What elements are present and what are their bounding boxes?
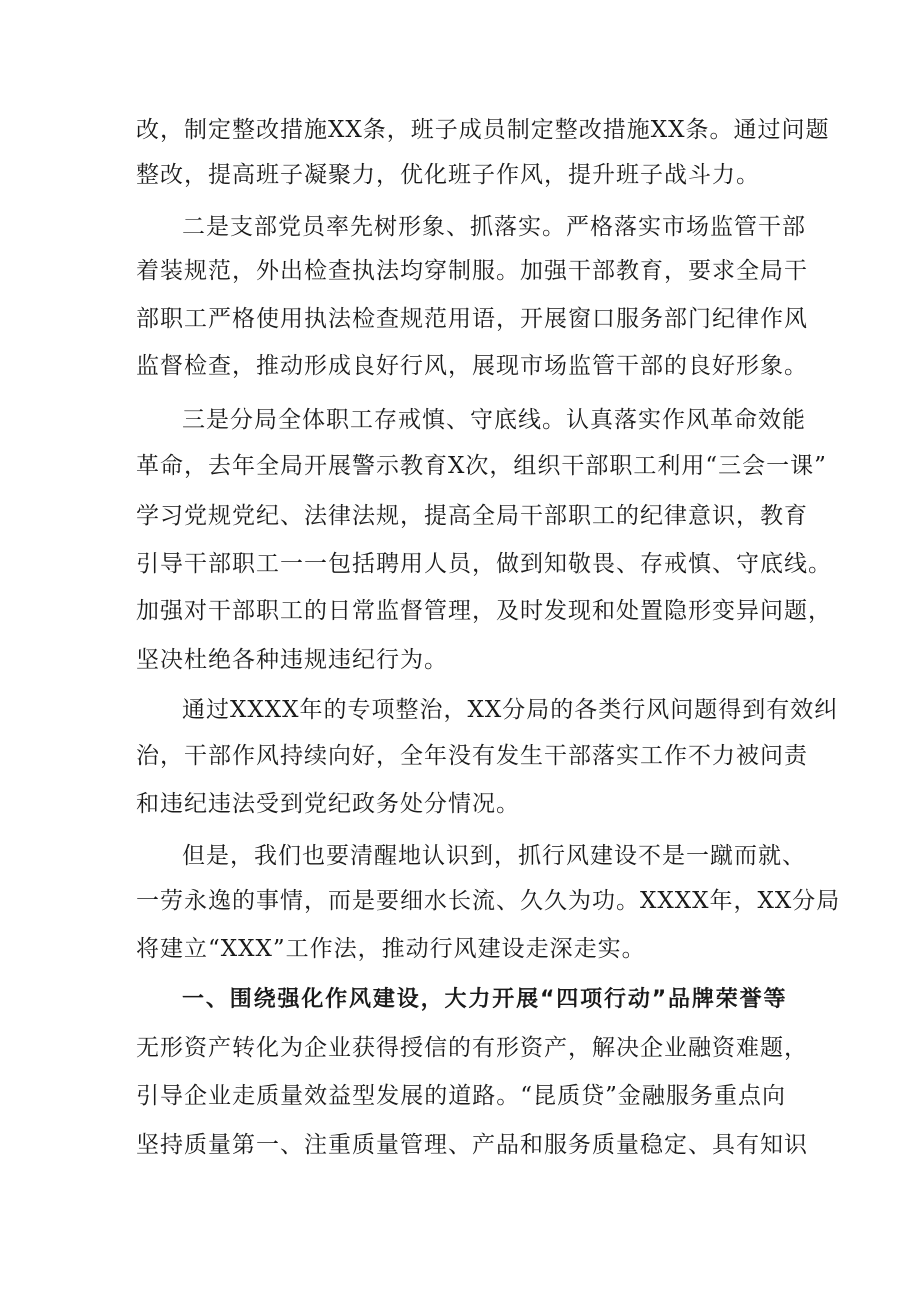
text-line: 无形资产转化为企业获得授信的有形资产，解决企业融资难题， [136,1035,808,1061]
paragraph-start-line: 二是支部党员率先树形象、抓落实。严格落实市场监管干部 [182,214,806,240]
text-line: 坚持质量第一、注重质量管理、产品和服务质量稳定、具有知识 [136,1132,808,1158]
text-line: 改，制定整改措施XX条，班子成员制定整改措施XX条。通过问题 [136,117,830,143]
text-line: 加强对干部职工的日常监督管理，及时发现和处置隐形变异问题， [136,598,832,624]
text-line: 学习党规党纪、法律法规，提高全局干部职工的纪律意识，教育 [136,503,808,529]
text-line: 着装规范，外出检查执法均穿制服。加强干部教育，要求全局干 [136,258,808,284]
text-line: 革命，去年全局开展警示教育X次，组织干部职工利用“三会一课” [136,453,827,479]
text-line: 部职工严格使用执法检查规范用语，开展窗口服务部门纪律作风 [136,306,808,332]
text-line: 引导企业走质量效益型发展的道路。“昆质贷”金融服务重点向 [136,1083,786,1109]
text-line: 和违纪违法受到党纪政务处分情况。 [136,791,520,817]
paragraph-start-line: 但是，我们也要清醒地认识到，抓行风建设不是一蹴而就、 [182,843,806,869]
section-heading: 一、围绕强化作风建设，大力开展“四项行动”品牌荣誉等 [182,987,786,1012]
text-line: 治，干部作风持续向好，全年没有发生干部落实工作不力被问责 [136,743,808,769]
text-line: 坚决杜绝各种违规违纪行为。 [136,647,448,673]
text-line: 将建立“XXX”工作法，推动行风建设走深走实。 [136,936,646,962]
text-line: 监督检查，推动形成良好行风，展现市场监管干部的良好形象。 [136,353,808,379]
text-line: 整改，提高班子凝聚力，优化班子作风，提升班子战斗力。 [136,162,760,188]
paragraph-start-line: 三是分局全体职工存戒慎、守底线。认真落实作风革命效能 [182,407,806,433]
text-line: 一劳永逸的事情，而是要细水长流、久久为功。XXXX年，XX分局 [136,888,841,914]
text-line: 引导干部职工一一包括聘用人员，做到知敬畏、存戒慎、守底线。 [136,551,832,577]
paragraph-start-line: 通过XXXX年的专项整治，XX分局的各类行风问题得到有效纠 [182,697,839,723]
